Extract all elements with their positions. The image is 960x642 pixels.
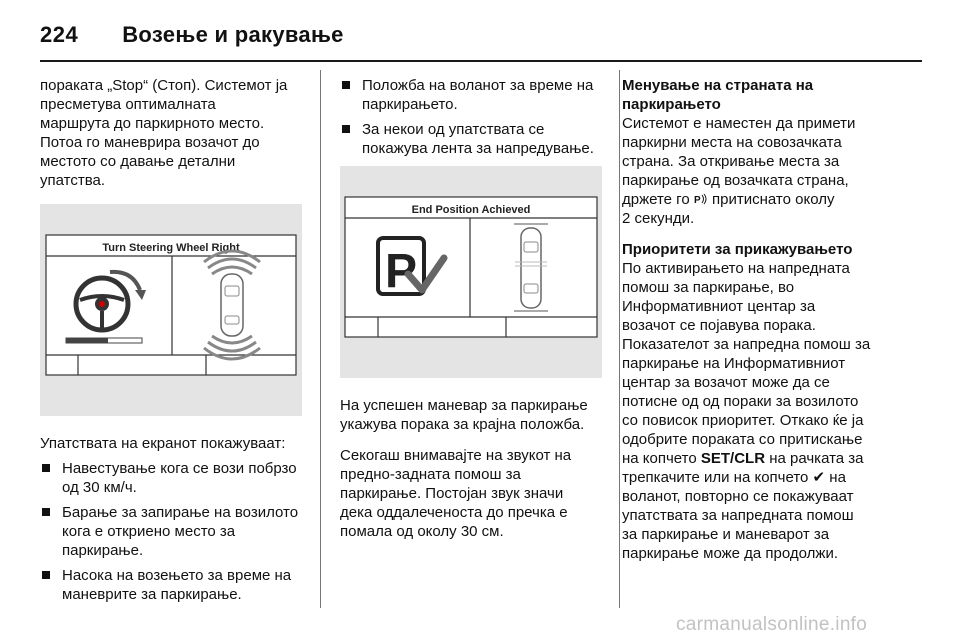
screen-title: End Position Achieved <box>411 204 531 216</box>
heading-change-side-line2: паркирањето <box>622 96 721 113</box>
turn-steering-figure <box>40 204 302 416</box>
end-position-paragraph: На успешен маневар за паркирање укажува порака за крајна положба. <box>340 397 588 433</box>
section-title: Возење и ракување <box>122 22 344 47</box>
intro-paragraph: пораката „Stop“ (Стоп). Системот ја пресметува оптималната маршрута до паркирното место. Потоа го маневрира возачот до местото со давање детални упатства. <box>40 77 288 189</box>
change-side-paragraph: Системот е наместен да примети паркирни места на совозачката страна. За откривање места за паркирање од возачката страна, држете го P притиснато околу 2 секунди. <box>622 115 856 227</box>
progress-bar <box>66 338 142 343</box>
bullet-wheel-position: Положба на воланот за време на паркирањето. <box>340 76 608 114</box>
column-2 <box>340 76 608 553</box>
heading-display-priorities: Приоритети за прикажувањето <box>622 241 853 258</box>
column-divider-1 <box>320 70 321 608</box>
bullet-progress-bar: За некои од упатствата се покажува лента за напредување. <box>340 120 608 158</box>
header-rule <box>40 60 922 62</box>
bullet-driving-direction: Насока на возењето за време на маневрите за паркирање. <box>40 566 308 604</box>
column-divider-2 <box>619 70 620 608</box>
turn-steering-screen <box>40 204 302 416</box>
sound-paragraph: Секогаш внимавајте на звукот на предно-задната помош за паркирање. Постојан звук значи дека оддалеченоста до пречка е помала од околу 30 см. <box>340 447 572 540</box>
parking-assist-icon <box>694 193 708 205</box>
column-3 <box>622 76 912 575</box>
end-position-screen <box>340 166 602 378</box>
page-header <box>40 14 920 56</box>
priorities-paragraph: По активирањето на напредната помош за паркирање, во Информативниот центар за возачот се појавува порака. Показателот за напредна помош за паркирање на Информативниот центар за возачот може да се потисне од од пораки за возилото со повисок приоритет. Откако ќе ја одобрите пораката со притискање на копчето SET/CLR на рачката за трепкачите или на копчето ✔ на воланот, повторно се покажуваат упатствата за напредната помош за паркирање и маневарот за паркирање може да продолжи. <box>622 260 871 562</box>
end-position-figure <box>340 166 602 378</box>
watermark: carmanualsonline.info <box>676 614 868 635</box>
column-1 <box>40 76 308 610</box>
page-number: 224 <box>40 22 79 47</box>
list-intro: Упатствата на екранот покажуваат: <box>40 435 286 452</box>
bullet-stop-request: Барање за запирање на возилото кога е откриено место за паркирање. <box>40 503 308 560</box>
svg-text:P: P <box>693 195 701 205</box>
checkmark-icon: ✔ <box>812 469 826 486</box>
heading-change-side: Менување на страната на <box>622 77 814 94</box>
car-top-view-icon <box>221 274 243 336</box>
bullet-speed-warning: Навестување кога се вози побрзо од 30 км/ч. <box>40 459 308 497</box>
svg-text:P: P <box>384 245 418 298</box>
screen-title: Turn Steering Wheel Right <box>102 242 240 254</box>
set-clr-key: SET/CLR <box>700 450 766 467</box>
